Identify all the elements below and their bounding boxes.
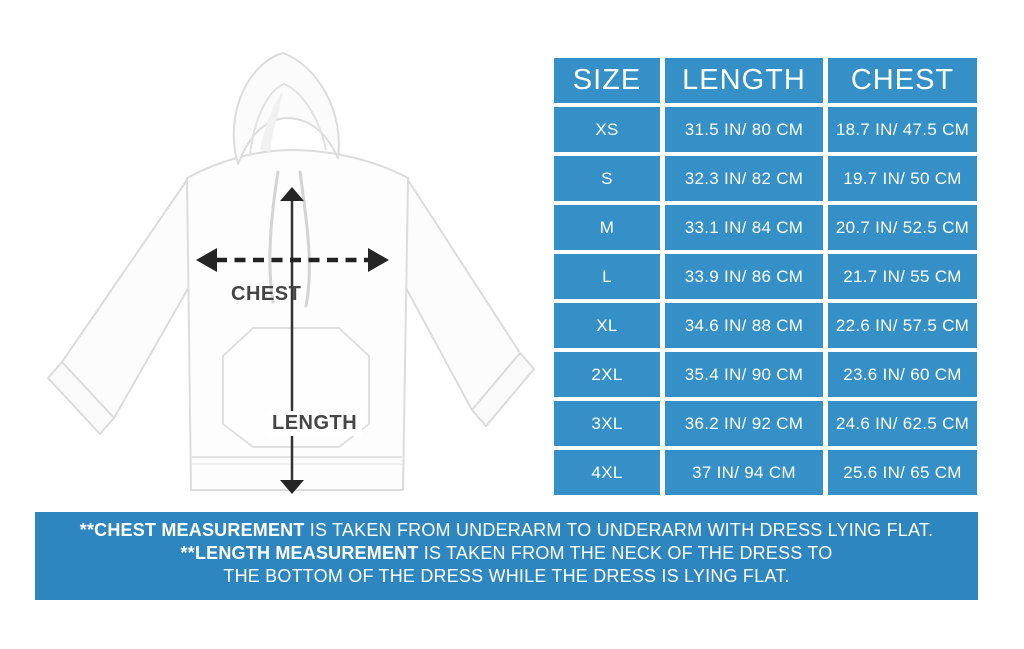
length-column-header: LENGTH — [665, 58, 823, 103]
length-cell: 35.4 IN/ 90 CM — [665, 352, 823, 397]
chest-column-header: CHEST — [828, 58, 977, 103]
size-cell: XL — [554, 303, 660, 348]
length-cell: 31.5 IN/ 80 CM — [665, 107, 823, 152]
measurement-notes-banner — [35, 512, 978, 600]
length-note-line1 — [35, 542, 978, 565]
length-cell: 33.9 IN/ 86 CM — [665, 254, 823, 299]
chest-note — [35, 519, 978, 542]
length-cell: 34.6 IN/ 88 CM — [665, 303, 823, 348]
size-cell: 2XL — [554, 352, 660, 397]
length-measure-label: LENGTH — [267, 411, 362, 436]
size-chart-table — [554, 58, 977, 495]
length-cell: 33.1 IN/ 84 CM — [665, 205, 823, 250]
size-cell: 3XL — [554, 401, 660, 446]
chest-measure-label: CHEST — [231, 283, 302, 305]
chest-cell: 24.6 IN/ 62.5 CM — [828, 401, 977, 446]
length-note-rest: IS TAKEN FROM THE NECK OF THE DRESS TO — [418, 543, 833, 563]
size-cell: S — [554, 156, 660, 201]
size-cell: XS — [554, 107, 660, 152]
chest-cell: 23.6 IN/ 60 CM — [828, 352, 977, 397]
hood — [234, 53, 339, 164]
chest-note-bold: **CHEST MEASUREMENT — [79, 520, 305, 540]
length-note-bold: **LENGTH MEASUREMENT — [180, 543, 419, 563]
size-cell: M — [554, 205, 660, 250]
chest-cell: 18.7 IN/ 47.5 CM — [828, 107, 977, 152]
hoodie-illustration — [20, 50, 540, 515]
size-cell: L — [554, 254, 660, 299]
length-cell: 36.2 IN/ 92 CM — [665, 401, 823, 446]
size-column-header: SIZE — [554, 58, 660, 103]
length-note-line2: THE BOTTOM OF THE DRESS WHILE THE DRESS IS LYING FLAT. — [223, 566, 790, 586]
chest-note-rest: IS TAKEN FROM UNDERARM TO UNDERARM WITH DRESS LYING FLAT. — [304, 520, 934, 540]
chest-cell: 21.7 IN/ 55 CM — [828, 254, 977, 299]
chest-cell: 22.6 IN/ 57.5 CM — [828, 303, 977, 348]
chest-cell: 19.7 IN/ 50 CM — [828, 156, 977, 201]
chest-cell: 20.7 IN/ 52.5 CM — [828, 205, 977, 250]
length-cell: 37 IN/ 94 CM — [665, 450, 823, 495]
size-cell: 4XL — [554, 450, 660, 495]
chest-cell: 25.6 IN/ 65 CM — [828, 450, 977, 495]
length-cell: 32.3 IN/ 82 CM — [665, 156, 823, 201]
